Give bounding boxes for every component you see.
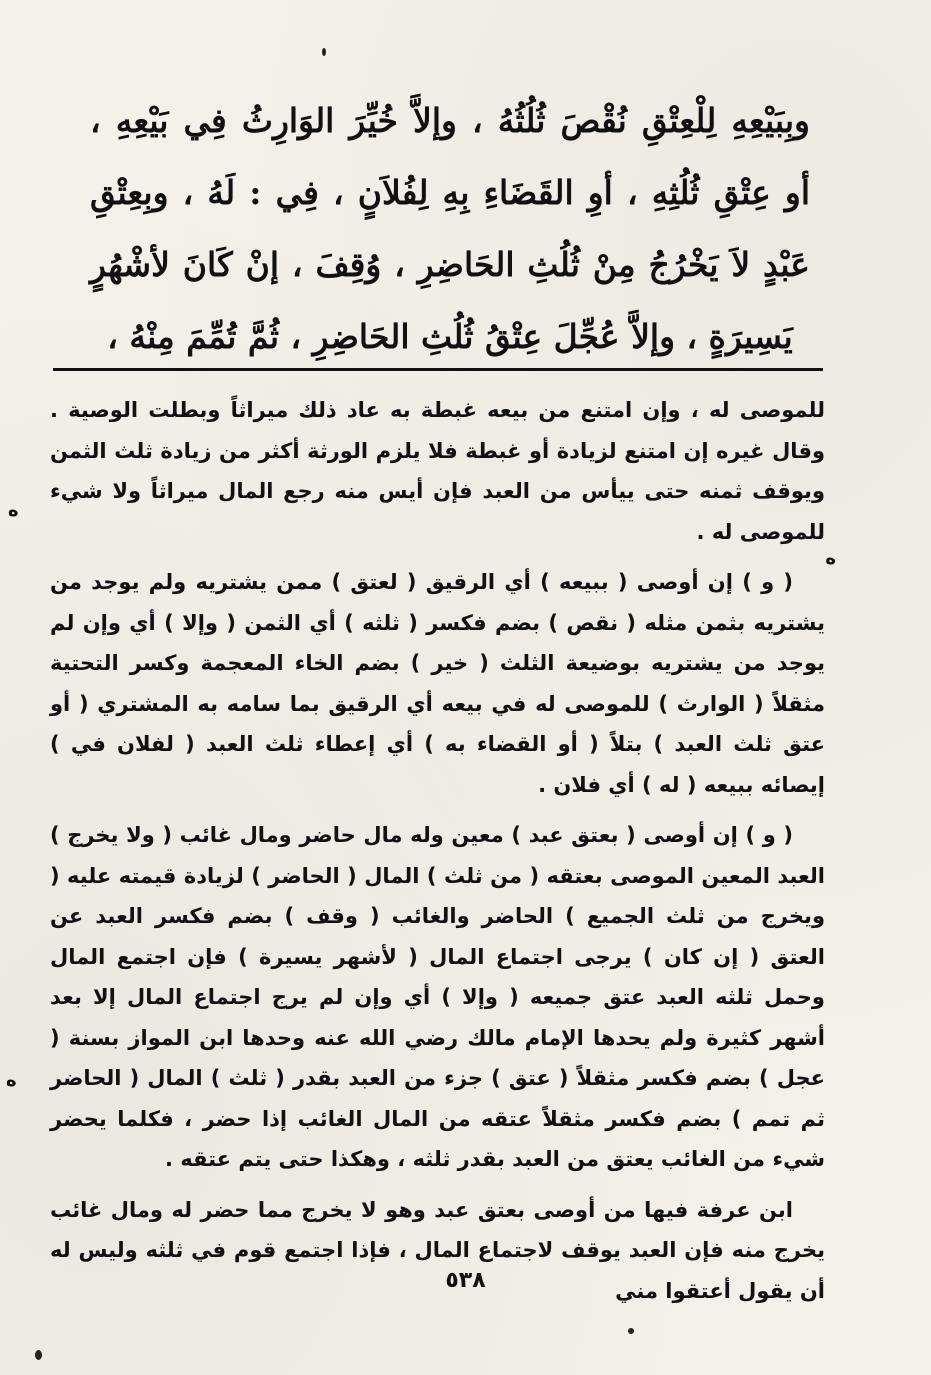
ink-speck bbox=[628, 1328, 634, 1334]
divider-line bbox=[53, 368, 823, 371]
margin-mark: ه bbox=[8, 500, 19, 521]
commentary-paragraph: ابن عرفة فيها من أوصى بعتق عبد وهو لا يخرج مما حضر له ومال غائب يخرج منه فإن العبد يوقف لاجتماع المال ، فإذا اجتمع قوم في ثلثه وليس له أن يقول أعتقوا مني bbox=[50, 1197, 825, 1303]
margin-mark: ه bbox=[825, 548, 836, 569]
commentary-paragraph: ( و ) إن أوصى ( بعتق عبد ) معين وله مال حاضر ومال غائب ( ولا يخرج ) العبد المعين الموصى بعتقه ( من ثلث ) المال ( الحاضر ) لزيادة قيمته عليه ( ويخرج من ثلث الجميع ) الحاضر والغائب ( وقف ) بضم فكسر العبد عن العتق ( إن كان ) يرجى اجتماع المال ( لأشهر يسيرة ) فإن اجتمع المال وحمل ثلثه العبد عتق جميعه ( وإلا ) أي وإن لم يرج اجتماع المال إلا بعد أشهر كثيرة ولم يحدها الإمام مالك رضي الله عنه وحدها ابن المواز بسنة ( عجل ) بضم فكسر مثقلاً ( عتق ) جزء من العبد بقدر ( ثلث ) المال ( الحاضر ثم تمم ) بضم فكسر مثقلاً عتقه من المال الغائب إذا حضر ، فكلما يحضر شيء من الغائب يعتق من العبد بقدر ثلثه ، وهكذا حتى يتم عتقه . bbox=[50, 823, 825, 1171]
margin-mark: ه bbox=[6, 1070, 17, 1091]
commentary-paragraph: ( و ) إن أوصى ( ببيعه ) أي الرقيق ( لعتق ) ممن يشتريه ولم يوجد من يشتريه بثمن مثله ( نقص ) بضم فكسر ( ثلثه ) أي الثمن ( وإلا ) أي وإن لم يوجد من يشتريه بوضيعة الثلث ( خير ) بضم الخاء المعجمة وكسر التحتية مثقلاً ( الوارث ) للموصى له في بيعه أي الرقيق بما سامه به المشتري ( أو عتق ثلث العبد ) بتلاً ( أو القضاء به ) أي إعطاء ثلث العبد ( لفلان في ) إيصائه ببيعه ( له ) أي فلان . bbox=[50, 570, 825, 797]
matn-text: وبِبَيْعِهِ لِلْعِتْقِ نُقْصَ ثُلُثُهُ ، وإلاَّ خُيِّرَ الوَارِثُ فِي بَيْعِهِ ، أو عِتْقِ ثُلُثِهِ ، أوِ القَضَاءِ بِهِ لِفُلاَنٍ ، فِي : لَهُ ، وبِعِتْقِ عَبْدٍ لاَ يَخْرُجُ مِنْ ثُلُثِ الحَاضِرِ ، وُقِفَ ، إنْ كَانَ لأشْهُرٍ يَسِيرَةٍ ، وإلاَّ عُجِّلَ عِتْقُ ثُلُثِ الحَاضِرِ ، ثُمَّ تُمِّمَ مِنْهُ ، bbox=[90, 101, 810, 356]
ink-speck bbox=[35, 1350, 42, 1360]
ink-speck bbox=[322, 48, 326, 56]
commentary-section bbox=[50, 390, 825, 1321]
page-number: ٥٣٨ bbox=[445, 1268, 486, 1293]
commentary-paragraph: للموصى له ، وإن امتنع من بيعه غبطة به عاد ذلك ميراثاً وبطلت الوصية . وقال غيره إن امتنع لزيادة أو غبطة فلا يلزم الورثة أكثر من زيادة ثلث الثمن ويوقف ثمنه حتى ييأس من العبد فإن أيس منه رجع المال ميراثاً ولا شيء للموصى له . bbox=[50, 398, 825, 544]
